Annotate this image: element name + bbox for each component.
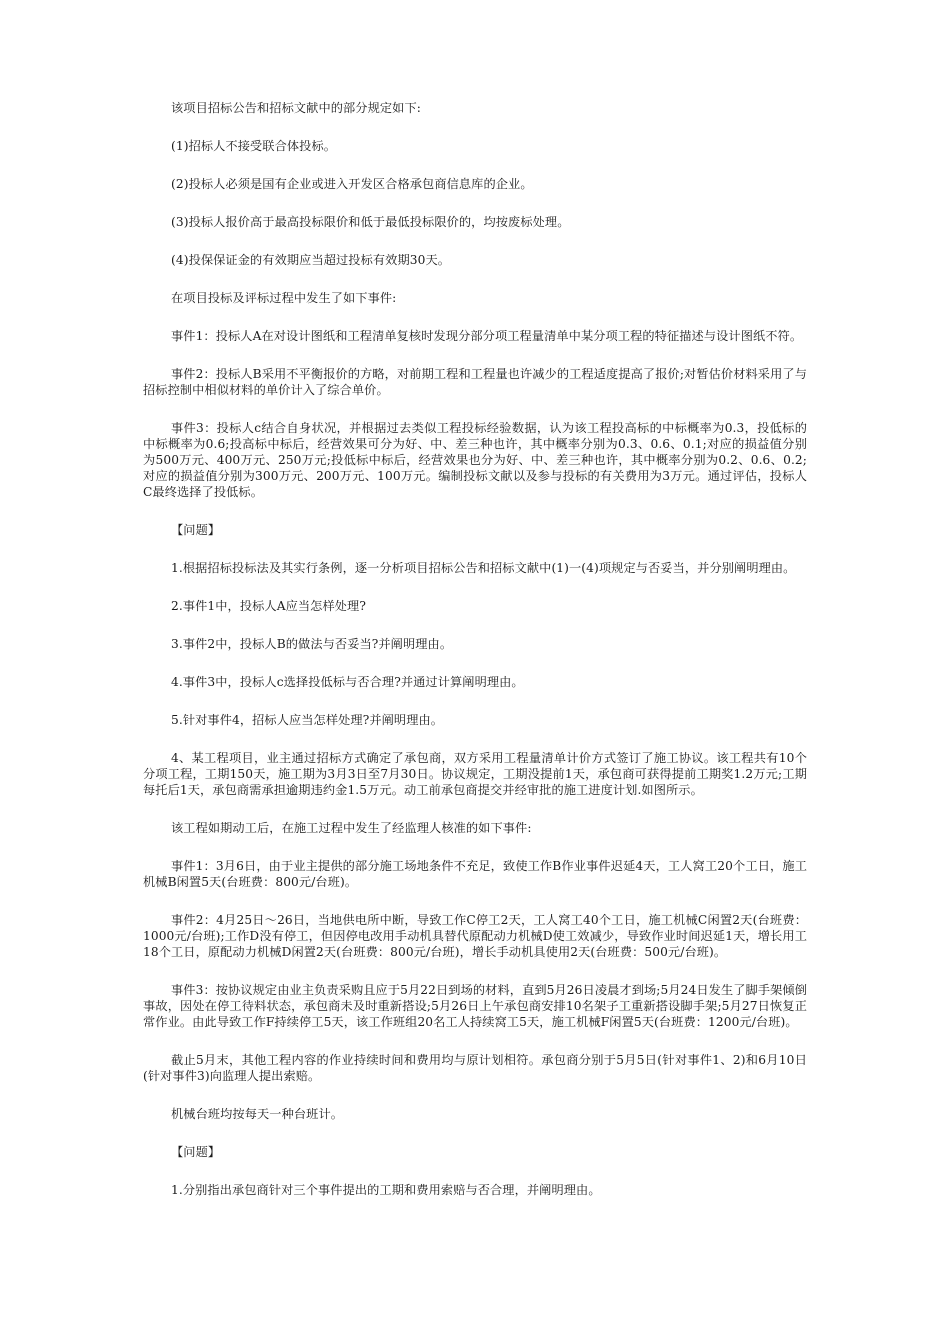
paragraph-question-5: 5.针对事件4，招标人应当怎样处理?并阐明理由。 (171, 713, 444, 727)
paragraph-rule-1: (1)招标人不接受联合体投标。 (171, 139, 337, 153)
paragraph-event-3: 事件3：投标人c结合自身状况，并根据过去类似工程投标经验数据，认为该工程投高标的中标概率为0.3，投低标的中标概率为0.6;投高标中标后，经营效果可分为好、中、差三种也许，其中概率分别为0.3、0.6、0.1;对应的损益值分别为500万元、400万元、250万元;投低标中标后，经营效果也分为好、中、差三种也许，其中概率分别为0.2、0.6、0.2;对应的损益值分别为300万元、200万元、100万元。编制投标文献以及参与投标的有关费用为3万元。通过评估，投标人C最终选择了投低标。 (143, 421, 807, 499)
paragraph-events-intro: 在项目投标及评标过程中发生了如下事件: (171, 291, 397, 305)
paragraph-question-2: 2.事件1中，投标人A应当怎样处理? (171, 599, 366, 613)
paragraph-question-4: 4.事件3中，投标人c选择投低标与否合理?并通过计算阐明理由。 (171, 675, 524, 689)
paragraph-case-4-question-1: 1.分别指出承包商针对三个事件提出的工期和费用索赔与否合理，并阐明理由。 (171, 1183, 601, 1197)
section-heading-questions-2: 【问题】 (171, 1145, 221, 1159)
paragraph-case-4-intro: 4、某工程项目，业主通过招标方式确定了承包商，双方采用工程量清单计价方式签订了施工协议。该工程共有10个分项工程，工期150天，施工期为3月3日至7月30日。协议规定，工期没提前1天，承包商可获得提前工期奖1.2万元;工期每托后1天，承包商需承担逾期违约金1.5万元。动工前承包商提交并经审批的施工进度计划.如图所示。 (143, 751, 807, 797)
paragraph-case-4-event-2: 事件2：4月25日～26日，当地供电所中断，导致工作C停工2天，工人窝工40个工日，施工机械C闲置2天(台班费：1000元/台班);工作D没有停工，但因停电改用手动机具替代原配动力机械D使工效减少，导致作业时间迟延1天，增长用工18个工日，原配动力机械D闲置2天(台班费：800元/台班)，增长手动机具使用2天(台班费：500元/台班)。 (143, 913, 807, 959)
paragraph-event-2: 事件2：投标人B采用不平衡报价的方略，对前期工程和工程量也许减少的工程适度提高了报价;对暂估价材料采用了与招标控制中相似材料的单价计入了综合单价。 (143, 367, 807, 397)
paragraph-case-4-event-3: 事件3：按协议规定由业主负责采购且应于5月22日到场的材料，直到5月26日凌晨才到场;5月24日发生了脚手架倾倒事故，因处在停工待料状态，承包商未及时重新搭设;5月26日上午承包商安排10名架子工重新搭设脚手架;5月27日恢复正常作业。由此导致工作F持续停工5天，该工作班组20名工人持续窝工5天，施工机械F闲置5天(台班费：1200元/台班)。 (143, 983, 807, 1029)
paragraph-case-4-note: 机械台班均按每天一种台班计。 (171, 1107, 344, 1121)
paragraph-question-1: 1.根据招标投标法及其实行条例，逐一分析项目招标公告和招标文献中(1)一(4)项规定与否妥当，并分别阐明理由。 (171, 561, 796, 575)
document-body (143, 100, 807, 1198)
paragraph-rule-4: (4)投保保证金的有效期应当超过投标有效期30天。 (171, 253, 451, 267)
paragraph-intro: 该项目招标公告和招标文献中的部分规定如下: (171, 101, 421, 115)
paragraph-question-3: 3.事件2中，投标人B的做法与否妥当?并阐明理由。 (171, 637, 453, 651)
paragraph-event-1: 事件1：投标人A在对设计图纸和工程清单复核时发现分部分项工程量清单中某分项工程的特征描述与设计图纸不符。 (171, 329, 803, 343)
paragraph-rule-3: (3)投标人报价高于最高投标限价和低于最低投标限价的，均按废标处理。 (171, 215, 570, 229)
paragraph-case-4-events-intro: 该工程如期动工后，在施工过程中发生了经监理人核准的如下事件: (171, 821, 532, 835)
paragraph-rule-2: (2)投标人必须是国有企业或进入开发区合格承包商信息库的企业。 (171, 177, 533, 191)
paragraph-case-4-event-1: 事件1：3月6日，由于业主提供的部分施工场地条件不充足，致使工作B作业事件迟延4天，工人窝工20个工日，施工机械B闲置5天(台班费：800元/台班)。 (143, 859, 807, 889)
paragraph-case-4-summary: 截止5月末，其他工程内容的作业持续时间和费用均与原计划相符。承包商分别于5月5日(针对事件1、2)和6月10日(针对事件3)向监理人提出索赔。 (143, 1053, 807, 1083)
section-heading-questions: 【问题】 (171, 523, 221, 537)
